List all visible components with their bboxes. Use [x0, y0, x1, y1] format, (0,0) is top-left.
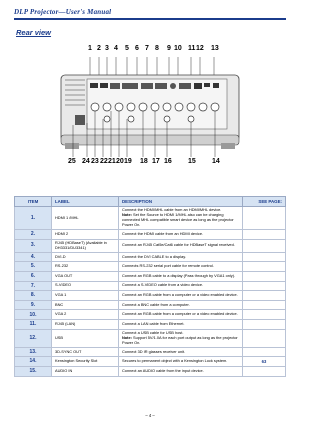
description-text: Connect an AUDIO cable from the input device.	[122, 367, 204, 373]
page-number: – 4 –	[145, 413, 155, 418]
row-see-page[interactable]: 63	[243, 357, 286, 367]
row-see-page	[243, 229, 286, 239]
row-see-page	[243, 271, 286, 281]
row-description	[119, 329, 243, 347]
callout: 3	[105, 45, 109, 52]
description-text: Connect an RJ45 Cat5e/Cat6 cable for HDBaseT signal received.	[122, 242, 235, 248]
note-prefix: Note:	[122, 212, 132, 218]
table-row	[15, 271, 286, 281]
row-item-number: 8.	[15, 291, 52, 301]
row-item-number: 3.	[15, 239, 52, 252]
row-description	[119, 252, 243, 262]
row-description	[119, 366, 243, 376]
note-prefix: Note:	[122, 334, 132, 340]
manual-header: DLP Projector—User's Manual	[14, 8, 112, 16]
row-label: 3D-SYNC OUT	[52, 347, 119, 357]
row-description	[119, 229, 243, 239]
row-label: RJ45 (LAN)	[52, 320, 119, 330]
row-item-number: 14.	[15, 357, 52, 367]
table-row	[15, 229, 286, 239]
table-row	[15, 357, 286, 367]
callout: 16	[164, 158, 172, 165]
row-see-page	[243, 347, 286, 357]
callout: 15	[188, 158, 196, 165]
header-description: DESCRIPTION	[119, 197, 243, 207]
callout: 18	[140, 158, 148, 165]
row-label: HDMI 1 /MHL	[52, 207, 119, 230]
callout: 12	[196, 45, 204, 52]
projector-rear-diagram	[55, 45, 245, 170]
callout: 9	[167, 45, 171, 52]
row-item-number: 9.	[15, 300, 52, 310]
row-label: AUDIO IN	[52, 366, 119, 376]
description-note	[122, 213, 239, 228]
row-see-page	[243, 239, 286, 252]
description-text: Connect a LAN cable from Ethernet.	[122, 320, 185, 326]
callout: 11	[188, 45, 196, 52]
row-label: DVI-D	[52, 252, 119, 262]
callout: 24	[82, 158, 90, 165]
callout: 14	[212, 158, 220, 165]
row-see-page	[243, 366, 286, 376]
row-label: VGA OUT	[52, 271, 119, 281]
note-text: Support 5V/1.0A for each port output as long as the projector Power On.	[122, 334, 238, 345]
table-row	[15, 291, 286, 301]
projector-rear-illustration	[55, 57, 245, 157]
callout: 7	[145, 45, 149, 52]
row-item-number: 13.	[15, 347, 52, 357]
table-header-row	[15, 197, 286, 207]
row-description	[119, 271, 243, 281]
table-row	[15, 300, 286, 310]
row-description	[119, 281, 243, 291]
row-item-number: 12.	[15, 329, 52, 347]
callout: 10	[174, 45, 182, 52]
callout: 13	[211, 45, 219, 52]
callout: 4	[114, 45, 118, 52]
callout: 20	[116, 158, 124, 165]
description-text: Connect an RGB cable from a computer or a video enabled device.	[122, 311, 238, 317]
table-body	[15, 207, 286, 377]
callout: 23	[91, 158, 99, 165]
callout: 2	[97, 45, 101, 52]
row-item-number: 10.	[15, 310, 52, 320]
row-description	[119, 320, 243, 330]
row-item-number: 5.	[15, 262, 52, 272]
table-row	[15, 329, 286, 347]
header-rule	[14, 18, 286, 20]
table-row	[15, 366, 286, 376]
row-label: VGA 2	[52, 310, 119, 320]
row-label: RJ45 (HDBaseT) (Available in DH3331/DU3341)	[52, 239, 119, 252]
table-row	[15, 239, 286, 252]
description-text: Connect the HDMI/MHL cable from an HDMI/MHL device.	[122, 207, 222, 213]
row-label: USB	[52, 329, 119, 347]
row-item-number: 1.	[15, 207, 52, 230]
description-text: Connect 3D IR glasses receiver unit.	[122, 348, 186, 354]
description-text: Secures to permanent object with a Kensington Lock system.	[122, 358, 228, 364]
table-row	[15, 262, 286, 272]
description-text: Connect a S-VIDEO cable from a video device.	[122, 282, 204, 288]
note-text: Set the Source to HDMI 1/MHL also can be charging connected MHL compatible smart device as long as the projector Power On.	[122, 212, 234, 227]
row-see-page	[243, 310, 286, 320]
header-label: LABEL	[52, 197, 119, 207]
table-row	[15, 320, 286, 330]
row-label: S-VIDEO	[52, 281, 119, 291]
description-text: Connect a USB cable for USB host.	[122, 329, 184, 335]
row-description	[119, 300, 243, 310]
callout: 6	[135, 45, 139, 52]
row-item-number: 2.	[15, 229, 52, 239]
description-note	[122, 336, 239, 346]
callout: 22	[100, 158, 108, 165]
table-row	[15, 310, 286, 320]
row-label: BNC	[52, 300, 119, 310]
row-item-number: 15.	[15, 366, 52, 376]
row-see-page	[243, 262, 286, 272]
row-description	[119, 239, 243, 252]
row-see-page	[243, 291, 286, 301]
description-text: Connect a BNC cable from a computer.	[122, 301, 190, 307]
row-item-number: 6.	[15, 271, 52, 281]
row-see-page	[243, 252, 286, 262]
row-see-page	[243, 320, 286, 330]
row-item-number: 11.	[15, 320, 52, 330]
row-label: RS-232	[52, 262, 119, 272]
table-row	[15, 207, 286, 230]
row-description	[119, 357, 243, 367]
table-row	[15, 281, 286, 291]
row-description	[119, 291, 243, 301]
row-see-page	[243, 300, 286, 310]
section-title: Rear view	[16, 28, 52, 37]
header-item: ITEM	[15, 197, 52, 207]
row-description	[119, 310, 243, 320]
callout: 1	[88, 45, 92, 52]
row-label: Kensington Security Slot	[52, 357, 119, 367]
row-see-page	[243, 207, 286, 230]
row-item-number: 7.	[15, 281, 52, 291]
callout: 21	[108, 158, 116, 165]
header-see-page: SEE PAGE:	[243, 197, 286, 207]
callout: 25	[68, 158, 76, 165]
row-label: HDMI 2	[52, 229, 119, 239]
description-text: Connect an RGB cable to a display (Pass through by VGA1 only).	[122, 272, 236, 278]
description-text: Connect the DVI CABLE to a display.	[122, 253, 186, 259]
callout: 8	[155, 45, 159, 52]
table-row	[15, 347, 286, 357]
top-callouts	[55, 45, 245, 57]
row-see-page	[243, 329, 286, 347]
description-text: Connects RS-232 serial port cable for remote control.	[122, 263, 214, 269]
row-description	[119, 262, 243, 272]
callout: 17	[152, 158, 160, 165]
description-text: Connect an RGB cable from a computer or a video enabled device.	[122, 292, 238, 297]
row-label: VGA 1	[52, 291, 119, 301]
callout: 19	[124, 158, 132, 165]
callout: 5	[125, 45, 129, 52]
table-row	[15, 252, 286, 262]
row-description	[119, 347, 243, 357]
rear-view-table	[14, 196, 286, 377]
row-see-page	[243, 281, 286, 291]
row-description	[119, 207, 243, 230]
description-text: Connect the HDMI cable from an HDMI device.	[122, 230, 204, 236]
bottom-callouts	[55, 158, 245, 170]
row-item-number: 4.	[15, 252, 52, 262]
